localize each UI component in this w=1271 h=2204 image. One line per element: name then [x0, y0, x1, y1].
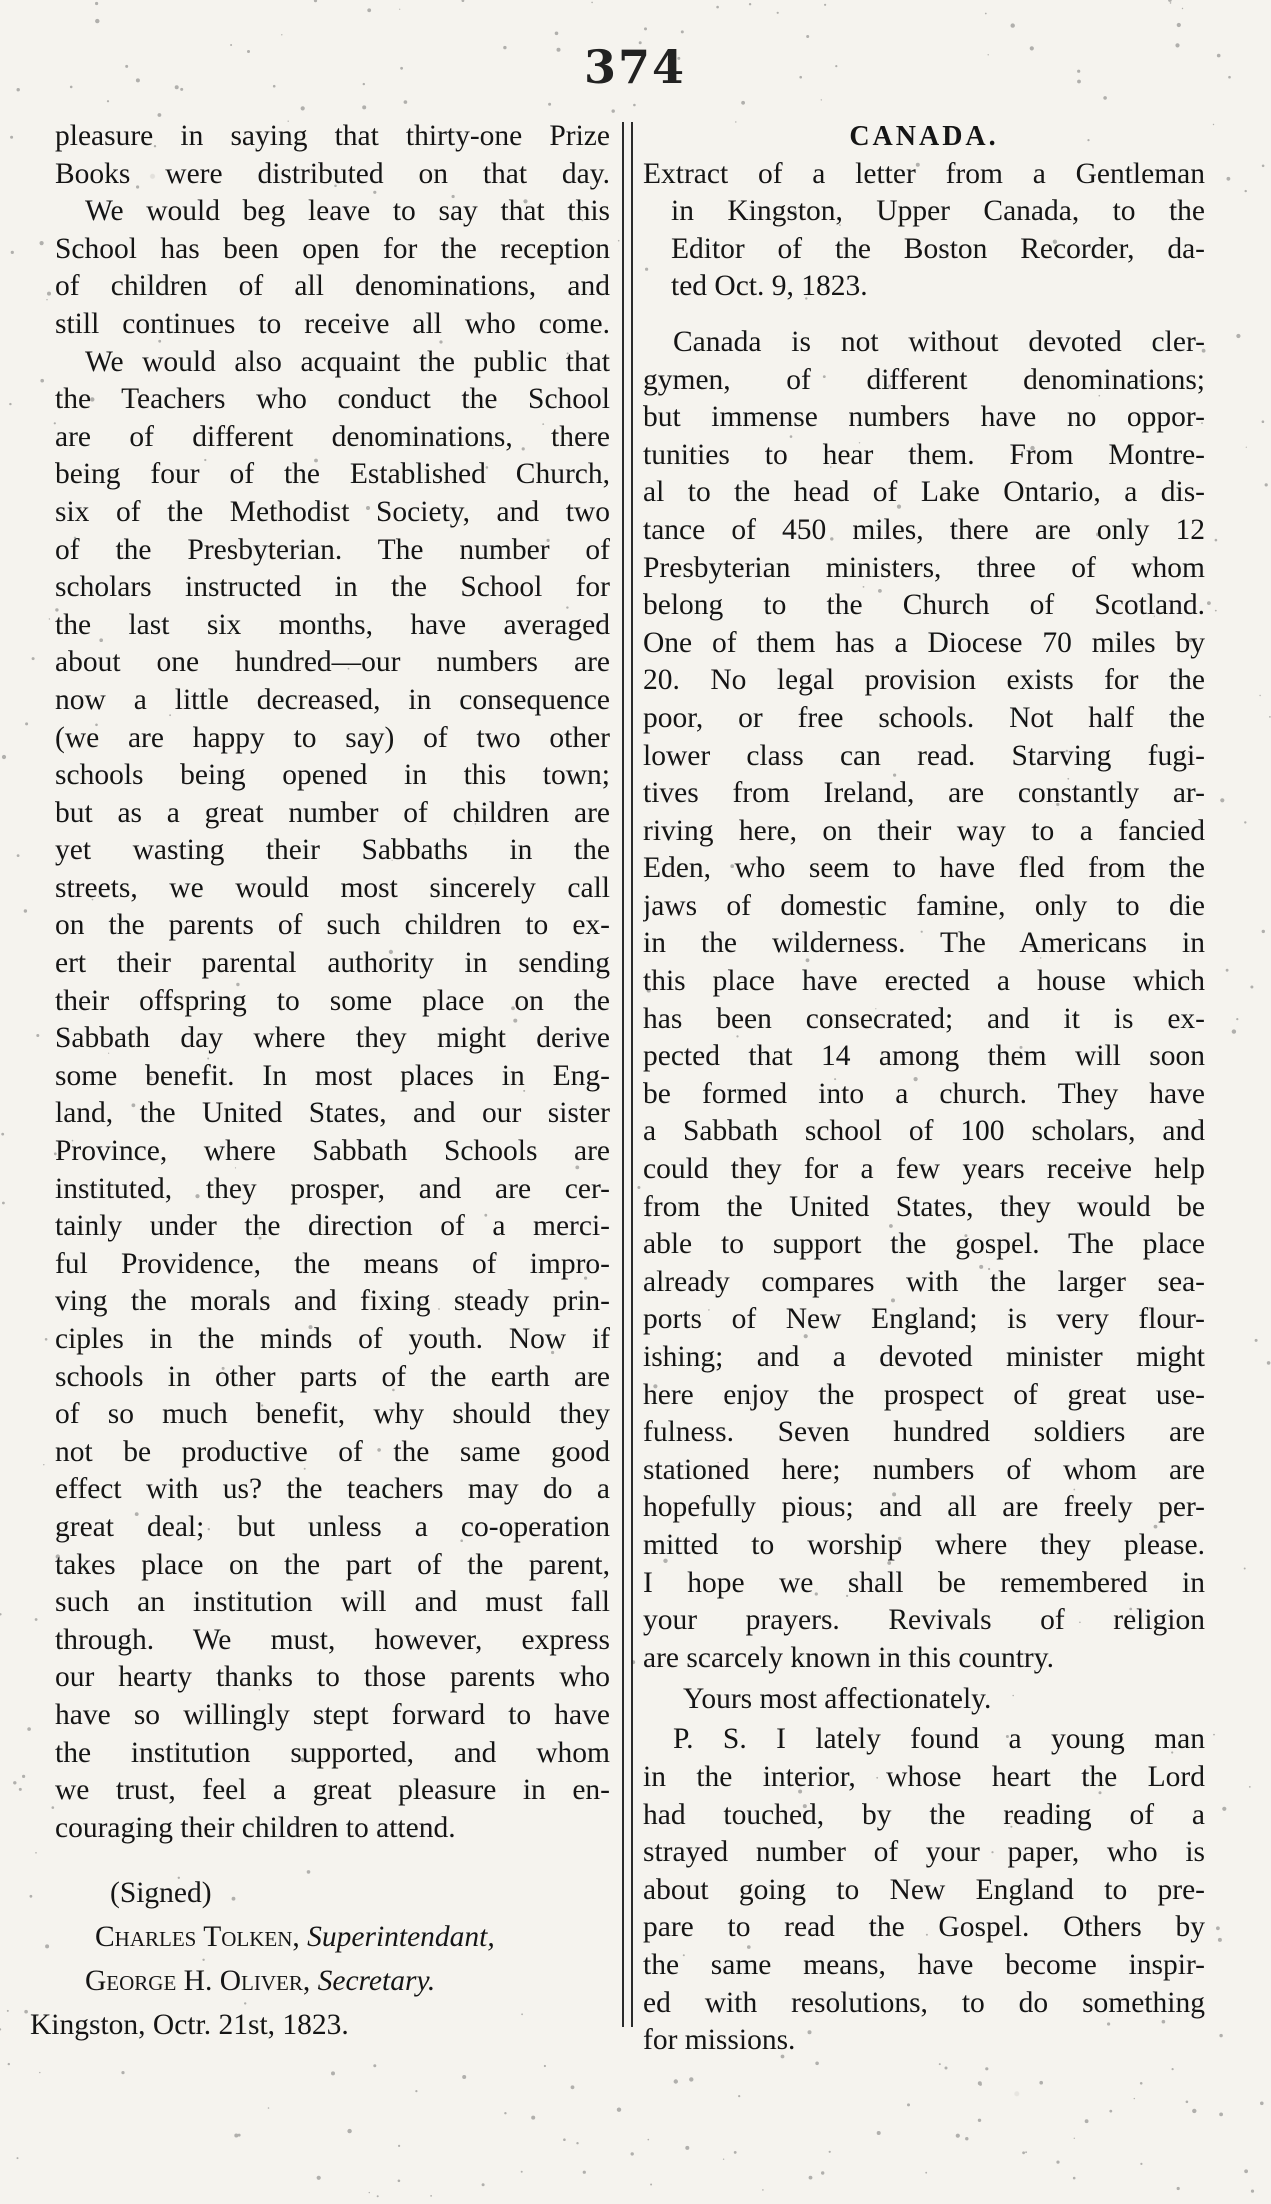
article-line: Eden, who seem to have fled from the [643, 852, 1205, 885]
left-column-line: six of the Methodist Society, and two [55, 495, 610, 528]
article-line: jaws of domestic famine, only to die [643, 889, 1205, 922]
article-line: stationed here; numbers of whom are [643, 1453, 1205, 1486]
left-column-body [55, 118, 610, 1847]
left-column-line: their offspring to some place on the [55, 984, 610, 1017]
left-column-line: the institution supported, and whom [55, 1736, 610, 1769]
signature-2-title: Secretary. [317, 1965, 436, 1998]
postscript-line: P. S. I lately found a young man [673, 1723, 1205, 1756]
left-column-line: about one hundred—our numbers are [55, 646, 610, 679]
article-line: 20. No legal provision exists for the [643, 664, 1205, 697]
article-line: I hope we shall be remembered in [643, 1566, 1205, 1599]
article-line: a Sabbath school of 100 scholars, and [643, 1115, 1205, 1148]
left-column-line: ving the morals and fixing steady prin- [55, 1285, 610, 1318]
article-line: gymen, of different denominations; [643, 363, 1205, 396]
left-column-line: schools being opened in this town; [55, 759, 610, 792]
article-line: belong to the Church of Scotland. [643, 589, 1205, 622]
article-line: poor, or free schools. Not half the [643, 701, 1205, 734]
left-column-line: now a little decreased, in consequence [55, 683, 610, 716]
left-column-line: still continues to receive all who come. [55, 307, 610, 340]
left-column-line: some benefit. In most places in Eng- [55, 1059, 610, 1092]
left-column-line: couraging their children to attend. [55, 1811, 456, 1844]
postscript-line: strayed number of your paper, who is [643, 1836, 1205, 1869]
right-column [643, 118, 1205, 2060]
signature-superintendant [55, 1915, 610, 1959]
postscript-line: for missions. [643, 2024, 796, 2057]
postscript-line: pare to read the Gospel. Others by [643, 1911, 1205, 1944]
article-line: mitted to worship where they please. [643, 1528, 1205, 1561]
article-line: here enjoy the prospect of great use- [643, 1378, 1205, 1411]
left-column-line: streets, we would most sincerely call [55, 871, 610, 904]
left-column-line: ciples in the minds of youth. Now if [55, 1323, 610, 1355]
article-line: this place have erected a house which [643, 965, 1205, 998]
article-line: Canada is not without devoted cler- [673, 325, 1205, 358]
left-column-line: ful Providence, the means of impro- [55, 1247, 610, 1280]
article-line: could they for a few years receive help [643, 1153, 1205, 1186]
left-column-line: we trust, feel a great pleasure in en- [55, 1774, 610, 1807]
article-line: are scarcely known in this country. [643, 1641, 1054, 1674]
left-column-line: our hearty thanks to those parents who [55, 1661, 610, 1694]
article-line: One of them has a Diocese 70 miles by [643, 626, 1205, 659]
article-line: has been consecrated; and it is ex- [643, 1002, 1205, 1035]
left-column-line: of so much benefit, why should they [55, 1398, 610, 1431]
signature-secretary [55, 1959, 610, 2003]
signature-1-title: Superintendant, [307, 1921, 495, 1954]
postscript [643, 1721, 1205, 2059]
left-column-line: We would beg leave to say that this [85, 195, 610, 228]
left-column-line: Sabbath day where they might derive [55, 1022, 610, 1055]
left-column-line: not be productive of the same good [55, 1435, 610, 1468]
left-column-line: pleasure in saying that thirty-one Prize [55, 120, 610, 152]
intro-line: Extract of a letter from a Gentleman [643, 157, 1205, 190]
left-column-line: of children of all denominations, and [55, 270, 610, 303]
article-line: pected that 14 among them will soon [643, 1040, 1205, 1073]
article-line: ishing; and a devoted minister might [643, 1341, 1205, 1373]
date-line: Kingston, Octr. 21st, 1823. [30, 2009, 349, 2042]
left-column-line: the Teachers who conduct the School [55, 383, 610, 416]
intro-line: in Kingston, Upper Canada, to the [671, 195, 1205, 228]
article-line: able to support the gospel. The place [643, 1228, 1205, 1261]
left-column-line: have so willingly stept forward to have [55, 1698, 610, 1731]
left-column-line: tainly under the direction of a merci- [55, 1210, 610, 1243]
left-column-line: ert their parental authority in sending [55, 947, 610, 980]
left-column-line: We would also acquaint the public that [85, 345, 610, 378]
article-line: tunities to hear them. From Montre- [643, 438, 1205, 471]
left-column-line: scholars instructed in the School for [55, 571, 610, 604]
left-column-line: yet wasting their Sabbaths in the [55, 834, 610, 867]
left-column-line: being four of the Established Church, [55, 458, 610, 491]
article-line: ports of New England; is very flour- [643, 1303, 1205, 1336]
left-column-line: Province, where Sabbath Schools are [55, 1135, 610, 1168]
left-column-line: on the parents of such children to ex- [55, 909, 610, 942]
postscript-line: about going to New England to pre- [643, 1873, 1205, 1906]
intro-line: Editor of the Boston Recorder, da- [671, 232, 1205, 265]
article-line: lower class can read. Starving fugi- [643, 739, 1205, 772]
article-line: be formed into a church. They have [643, 1077, 1205, 1110]
left-column-line: are of different denominations, there [55, 420, 610, 453]
page-number: 374 [583, 40, 687, 94]
left-column-line: great deal; but unless a co-operation [55, 1510, 610, 1543]
article-line: but immense numbers have no oppor- [643, 401, 1205, 434]
article-heading: CANADA. [849, 121, 999, 152]
left-column-line: takes place on the part of the parent, [55, 1548, 610, 1581]
left-column-line: but as a great number of children are [55, 796, 610, 829]
left-column-line: School has been open for the reception [55, 232, 610, 265]
left-column-line: instituted, they prosper, and are cer- [55, 1172, 610, 1205]
postscript-line: in the interior, whose heart the Lord [643, 1760, 1205, 1793]
column-divider [622, 122, 633, 2027]
article-line: tance of 450 miles, there are only 12 [643, 513, 1205, 546]
postscript-line: the same means, have become inspir- [643, 1948, 1205, 1981]
left-column-line: such an institution will and must fall [55, 1586, 610, 1619]
signature-2-name: George H. Oliver, [85, 1965, 311, 1998]
signature-1-name: Charles Tolken, [95, 1921, 300, 1954]
left-column-line: the last six months, have averaged [55, 608, 610, 641]
article-line: fulness. Seven hundred soldiers are [643, 1416, 1205, 1449]
article-line: riving here, on their way to a fancied [643, 814, 1205, 847]
left-column-line: of the Presbyterian. The number of [55, 533, 610, 566]
article-line: your prayers. Revivals of religion [643, 1604, 1205, 1637]
left-column-line: effect with us? the teachers may do a [55, 1473, 610, 1506]
left-column-line: through. We must, however, express [55, 1623, 610, 1656]
left-column [30, 118, 610, 2047]
left-column-line: schools in other parts of the earth are [55, 1360, 610, 1393]
article-line: tives from Ireland, are constantly ar- [643, 777, 1205, 810]
left-column-line: land, the United States, and our sister [55, 1097, 610, 1130]
article-body [643, 324, 1205, 1677]
article-line: already compares with the larger sea- [643, 1265, 1205, 1298]
left-column-line: (we are happy to say) of two other [55, 721, 610, 754]
postscript-line: ed with resolutions, to do something [643, 1986, 1205, 2019]
article-line: Presbyterian ministers, three of whom [643, 551, 1205, 584]
closing-line: Yours most affectionately. [683, 1683, 992, 1716]
signed-label: (Signed) [110, 1877, 212, 1910]
article-line: al to the head of Lake Ontario, a dis- [643, 476, 1205, 509]
left-column-line: Books were distributed on that day. [55, 157, 610, 190]
article-intro [643, 156, 1205, 306]
article-line: from the United States, they would be [643, 1190, 1205, 1223]
intro-line: ted Oct. 9, 1823. [671, 270, 868, 303]
article-line: hopefully pious; and all are freely per- [643, 1491, 1205, 1524]
postscript-line: had touched, by the reading of a [643, 1798, 1205, 1831]
article-line: in the wilderness. The Americans in [643, 927, 1205, 960]
